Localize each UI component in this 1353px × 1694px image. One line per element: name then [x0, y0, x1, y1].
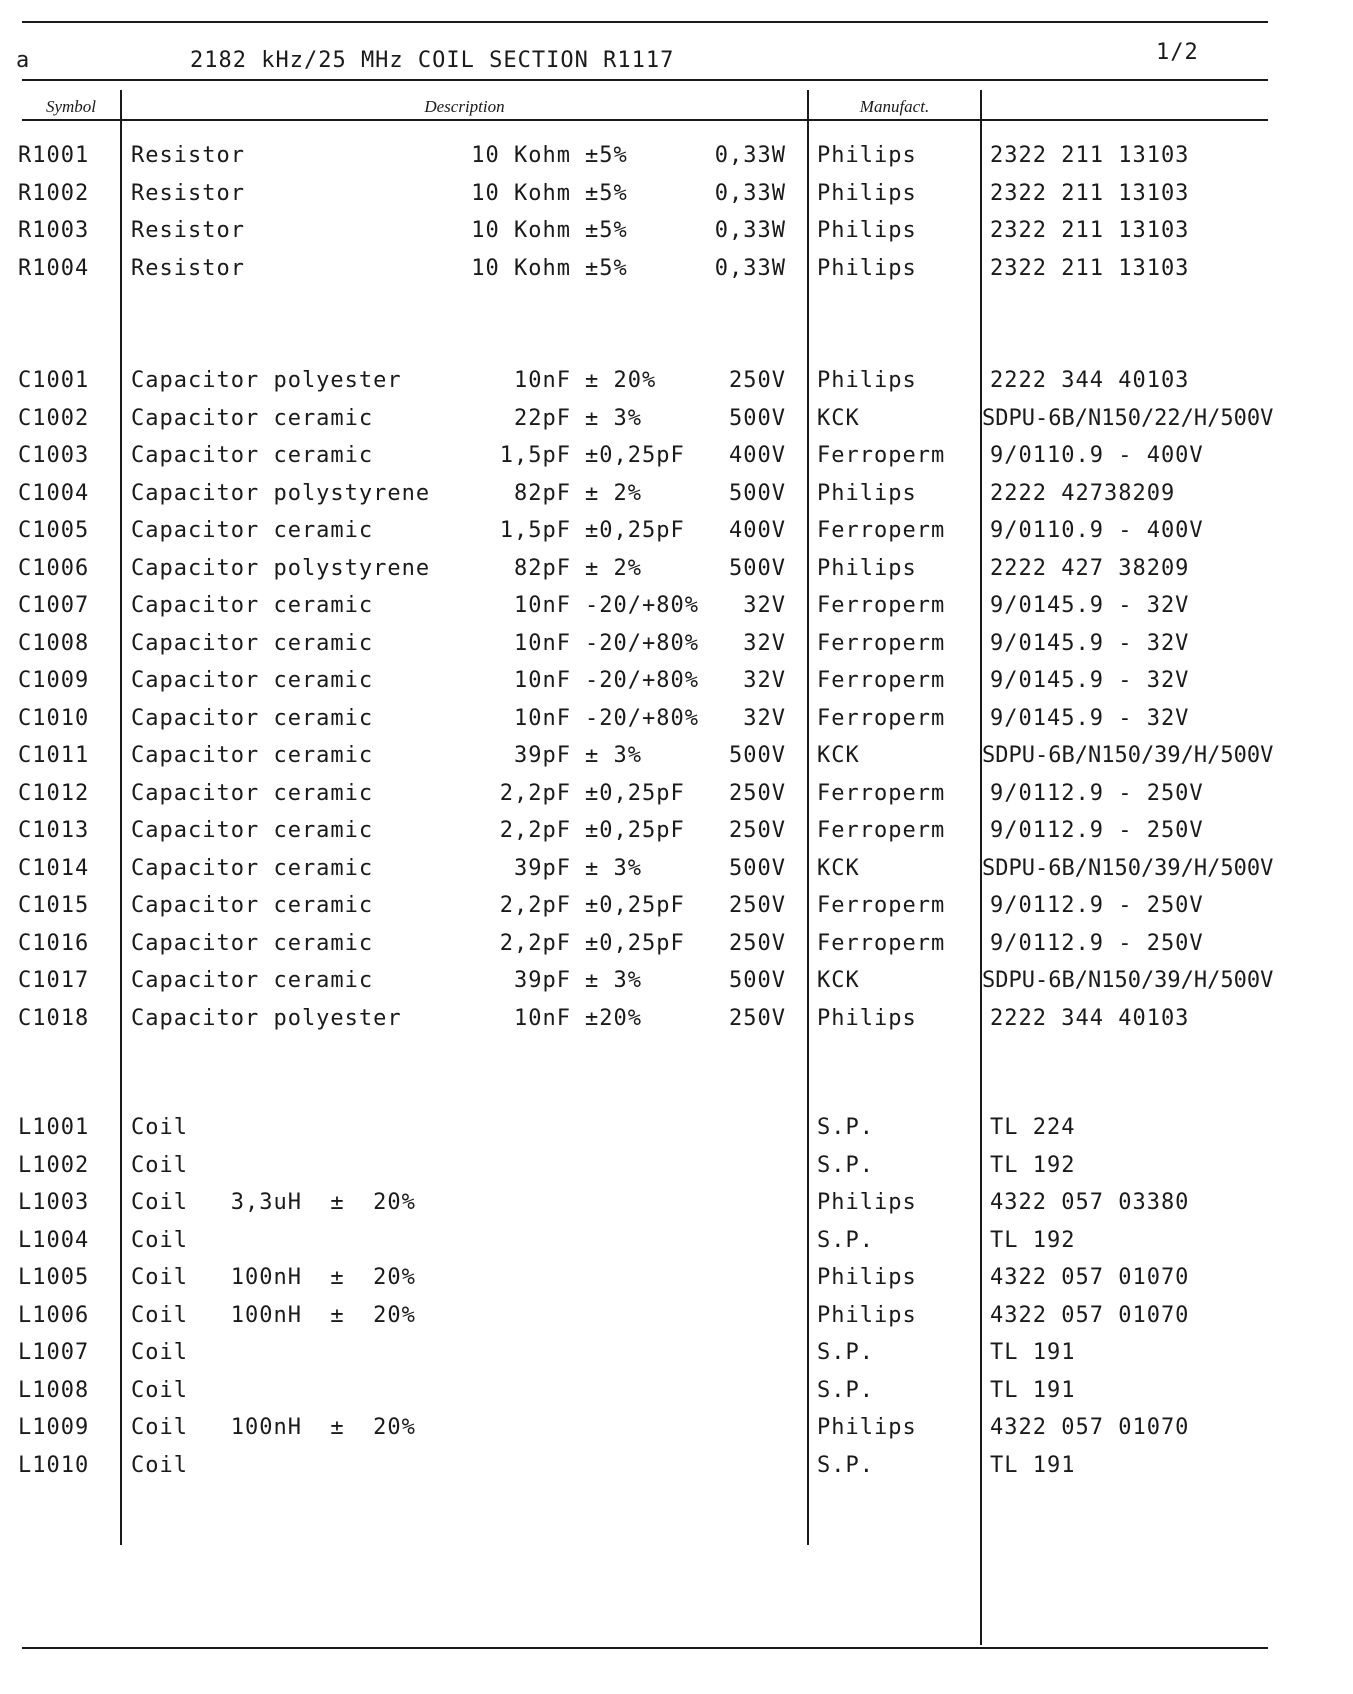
- part-rating: 500V: [729, 968, 786, 993]
- part-symbol: C1013: [18, 818, 90, 843]
- part-number: SDPU-6B/N150/39/H/500V: [982, 855, 1274, 881]
- part-number: TL 191: [990, 1340, 1076, 1365]
- part-manufacturer: Ferroperm: [817, 893, 946, 918]
- part-manufacturer: Philips: [817, 180, 917, 206]
- bottom-rule: [22, 1647, 1268, 1649]
- part-symbol: C1012: [18, 780, 90, 806]
- part-description: Coil: [131, 1377, 188, 1403]
- part-symbol: C1004: [18, 480, 90, 506]
- part-number: TL 192: [990, 1152, 1076, 1178]
- part-symbol: C1007: [18, 593, 90, 618]
- part-manufacturer: KCK: [817, 968, 860, 993]
- part-symbol: L1008: [18, 1377, 90, 1403]
- part-manufacturer: Philips: [817, 1005, 917, 1031]
- part-tolerance: ±0,25pF: [585, 518, 685, 543]
- part-value: 10nF: [514, 1005, 571, 1031]
- part-number: 4322 057 01070: [990, 1265, 1190, 1290]
- table-row: [0, 250, 1353, 290]
- part-symbol: C1009: [18, 668, 90, 693]
- table-row: [0, 1334, 1353, 1374]
- part-manufacturer: Philips: [817, 255, 917, 281]
- part-symbol: L1005: [18, 1265, 90, 1290]
- part-number: 9/0112.9 - 250V: [990, 780, 1204, 806]
- part-tolerance: ±0,25pF: [585, 818, 685, 843]
- part-description: Coil: [131, 1340, 188, 1365]
- column-header-description: Description: [424, 97, 505, 116]
- column-header-manufacturer: Manufact.: [859, 97, 930, 116]
- part-manufacturer: Ferroperm: [817, 780, 946, 806]
- part-number: 4322 057 01070: [990, 1415, 1190, 1440]
- table-row: [0, 1184, 1353, 1224]
- part-number: 9/0110.9 - 400V: [990, 443, 1204, 468]
- part-description: Resistor: [131, 255, 245, 281]
- part-value: 82pF: [514, 555, 571, 581]
- part-rating: 500V: [729, 480, 786, 506]
- header-bottom-rule: [22, 119, 1268, 121]
- part-description: Capacitor ceramic: [131, 668, 374, 693]
- part-number: TL 191: [990, 1452, 1076, 1478]
- part-description: Capacitor ceramic: [131, 443, 374, 468]
- part-rating: 250V: [729, 780, 786, 806]
- part-manufacturer: S.P.: [817, 1227, 874, 1253]
- part-rating: 400V: [729, 518, 786, 543]
- part-tolerance: ±5%: [585, 218, 628, 243]
- part-value: 10nF: [514, 668, 571, 693]
- part-number: 2322 211 13103: [990, 218, 1190, 243]
- part-description: Capacitor ceramic: [131, 743, 374, 768]
- table-row: [0, 175, 1353, 215]
- part-symbol: R1001: [18, 143, 90, 168]
- part-number: 2222 42738209: [990, 480, 1176, 506]
- part-rating: 0,33W: [714, 143, 786, 168]
- part-manufacturer: S.P.: [817, 1152, 874, 1178]
- part-tolerance: ± 20%: [585, 368, 657, 393]
- part-tolerance: ± 3%: [585, 743, 642, 768]
- table-row: [0, 587, 1353, 627]
- part-tolerance: ±5%: [585, 143, 628, 168]
- part-number: 9/0145.9 - 32V: [990, 705, 1190, 731]
- table-row: [0, 625, 1353, 665]
- part-manufacturer: KCK: [817, 743, 860, 768]
- part-number: SDPU-6B/N150/22/H/500V: [982, 405, 1274, 431]
- part-tolerance: ±20%: [585, 1005, 642, 1031]
- part-symbol: C1005: [18, 518, 90, 543]
- table-row: [0, 887, 1353, 927]
- corner-letter: a: [16, 48, 31, 73]
- part-number: 2222 344 40103: [990, 1005, 1190, 1031]
- table-row: [0, 1372, 1353, 1412]
- part-value: 10 Kohm: [471, 180, 571, 206]
- part-symbol: L1007: [18, 1340, 90, 1365]
- part-number: 2322 211 13103: [990, 143, 1190, 168]
- part-symbol: C1016: [18, 930, 90, 956]
- part-description: Coil: [131, 1152, 188, 1178]
- part-description: Coil 100nH ± 20%: [131, 1265, 416, 1290]
- table-row: [0, 1259, 1353, 1299]
- part-manufacturer: S.P.: [817, 1377, 874, 1403]
- part-number: 9/0112.9 - 250V: [990, 818, 1204, 843]
- part-symbol: R1004: [18, 255, 90, 281]
- part-symbol: C1015: [18, 893, 90, 918]
- table-row: [0, 1109, 1353, 1149]
- part-number: TL 224: [990, 1115, 1076, 1140]
- part-tolerance: ± 2%: [585, 480, 642, 506]
- part-description: Coil: [131, 1227, 188, 1253]
- part-description: Capacitor polyester: [131, 1005, 402, 1031]
- part-manufacturer: Philips: [817, 218, 917, 243]
- part-manufacturer: S.P.: [817, 1115, 874, 1140]
- part-manufacturer: KCK: [817, 405, 860, 431]
- header-top-rule: [22, 79, 1268, 81]
- part-value: 22pF: [514, 405, 571, 431]
- part-value: 10 Kohm: [471, 255, 571, 281]
- part-manufacturer: Philips: [817, 480, 917, 506]
- part-tolerance: ±0,25pF: [585, 930, 685, 956]
- part-manufacturer: Philips: [817, 1190, 917, 1215]
- part-symbol: C1014: [18, 855, 90, 881]
- part-description: Coil 3,3uH ± 20%: [131, 1190, 416, 1215]
- part-value: 1,5pF: [499, 518, 571, 543]
- part-symbol: C1011: [18, 743, 90, 768]
- part-tolerance: ± 3%: [585, 968, 642, 993]
- part-number: TL 192: [990, 1227, 1076, 1253]
- part-description: Resistor: [131, 218, 245, 243]
- part-description: Coil 100nH ± 20%: [131, 1302, 416, 1328]
- part-description: Capacitor ceramic: [131, 893, 374, 918]
- part-rating: 0,33W: [714, 255, 786, 281]
- part-symbol: L1004: [18, 1227, 90, 1253]
- part-number: 9/0145.9 - 32V: [990, 630, 1190, 656]
- top-rule: [22, 21, 1268, 23]
- part-value: 2,2pF: [499, 818, 571, 843]
- part-description: Resistor: [131, 143, 245, 168]
- part-manufacturer: Philips: [817, 143, 917, 168]
- part-symbol: C1008: [18, 630, 90, 656]
- part-tolerance: -20/+80%: [585, 705, 699, 731]
- part-rating: 250V: [729, 930, 786, 956]
- part-manufacturer: Ferroperm: [817, 668, 946, 693]
- table-row: [0, 362, 1353, 402]
- part-number: 4322 057 01070: [990, 1302, 1190, 1328]
- part-symbol: L1001: [18, 1115, 90, 1140]
- table-row: [0, 775, 1353, 815]
- table-row: [0, 850, 1353, 890]
- part-value: 39pF: [514, 968, 571, 993]
- part-rating: 500V: [729, 743, 786, 768]
- part-manufacturer: S.P.: [817, 1340, 874, 1365]
- part-rating: 250V: [729, 368, 786, 393]
- part-rating: 32V: [743, 705, 786, 731]
- table-row: [0, 475, 1353, 515]
- page-title: 2182 kHz/25 MHz COIL SECTION R1117: [190, 48, 675, 73]
- part-number: 9/0112.9 - 250V: [990, 893, 1204, 918]
- part-description: Capacitor ceramic: [131, 518, 374, 543]
- part-number: 2322 211 13103: [990, 180, 1190, 206]
- part-description: Capacitor ceramic: [131, 705, 374, 731]
- part-tolerance: ±0,25pF: [585, 780, 685, 806]
- part-number: 2222 427 38209: [990, 555, 1190, 581]
- part-number: 9/0145.9 - 32V: [990, 668, 1190, 693]
- part-tolerance: -20/+80%: [585, 593, 699, 618]
- part-value: 10nF: [514, 593, 571, 618]
- part-manufacturer: KCK: [817, 855, 860, 881]
- part-value: 10nF: [514, 630, 571, 656]
- part-tolerance: ± 2%: [585, 555, 642, 581]
- part-symbol: C1003: [18, 443, 90, 468]
- part-value: 2,2pF: [499, 893, 571, 918]
- part-symbol: L1006: [18, 1302, 90, 1328]
- table-row: [0, 812, 1353, 852]
- part-number: 9/0145.9 - 32V: [990, 593, 1190, 618]
- part-description: Capacitor ceramic: [131, 780, 374, 806]
- table-row: [0, 1000, 1353, 1040]
- part-manufacturer: Ferroperm: [817, 443, 946, 468]
- part-symbol: C1006: [18, 555, 90, 581]
- part-manufacturer: Ferroperm: [817, 518, 946, 543]
- table-row: [0, 1222, 1353, 1262]
- part-rating: 32V: [743, 593, 786, 618]
- part-symbol: L1010: [18, 1452, 90, 1478]
- table-row: [0, 662, 1353, 702]
- part-description: Coil: [131, 1452, 188, 1478]
- part-manufacturer: Ferroperm: [817, 705, 946, 731]
- part-number: 9/0110.9 - 400V: [990, 518, 1204, 543]
- part-tolerance: ± 3%: [585, 855, 642, 881]
- part-rating: 500V: [729, 555, 786, 581]
- part-symbol: C1018: [18, 1005, 90, 1031]
- part-value: 1,5pF: [499, 443, 571, 468]
- part-tolerance: -20/+80%: [585, 668, 699, 693]
- part-symbol: C1010: [18, 705, 90, 731]
- part-description: Capacitor ceramic: [131, 593, 374, 618]
- part-tolerance: ± 3%: [585, 405, 642, 431]
- part-rating: 0,33W: [714, 180, 786, 206]
- part-manufacturer: Philips: [817, 1302, 917, 1328]
- table-row: [0, 400, 1353, 440]
- part-description: Coil 100nH ± 20%: [131, 1415, 416, 1440]
- table-row: [0, 1297, 1353, 1337]
- table-row: [0, 212, 1353, 252]
- part-rating: 500V: [729, 405, 786, 431]
- part-rating: 250V: [729, 1005, 786, 1031]
- part-value: 10nF: [514, 705, 571, 731]
- part-description: Capacitor polystyrene: [131, 555, 431, 581]
- part-number: 4322 057 03380: [990, 1190, 1190, 1215]
- table-row: [0, 1147, 1353, 1187]
- part-manufacturer: Philips: [817, 368, 917, 393]
- part-description: Coil: [131, 1115, 188, 1140]
- part-description: Resistor: [131, 180, 245, 206]
- part-number: SDPU-6B/N150/39/H/500V: [982, 743, 1274, 768]
- part-description: Capacitor polyester: [131, 368, 402, 393]
- part-description: Capacitor ceramic: [131, 630, 374, 656]
- table-row: [0, 962, 1353, 1002]
- part-rating: 0,33W: [714, 218, 786, 243]
- table-row: [0, 137, 1353, 177]
- part-description: Capacitor ceramic: [131, 930, 374, 956]
- part-description: Capacitor ceramic: [131, 405, 374, 431]
- table-row: [0, 1447, 1353, 1487]
- table-row: [0, 512, 1353, 552]
- part-value: 39pF: [514, 743, 571, 768]
- part-symbol: L1003: [18, 1190, 90, 1215]
- part-manufacturer: Ferroperm: [817, 818, 946, 843]
- table-row: [0, 1409, 1353, 1449]
- part-value: 10 Kohm: [471, 218, 571, 243]
- part-manufacturer: Philips: [817, 555, 917, 581]
- page-number: 1/2: [1156, 40, 1199, 65]
- part-description: Capacitor polystyrene: [131, 480, 431, 506]
- table-row: [0, 700, 1353, 740]
- part-rating: 32V: [743, 668, 786, 693]
- part-description: Capacitor ceramic: [131, 855, 374, 881]
- part-symbol: R1002: [18, 180, 90, 206]
- part-symbol: C1001: [18, 368, 90, 393]
- part-manufacturer: Ferroperm: [817, 593, 946, 618]
- part-rating: 250V: [729, 893, 786, 918]
- part-value: 10 Kohm: [471, 143, 571, 168]
- part-tolerance: ±0,25pF: [585, 443, 685, 468]
- part-manufacturer: Philips: [817, 1265, 917, 1290]
- table-row: [0, 737, 1353, 777]
- part-manufacturer: S.P.: [817, 1452, 874, 1478]
- table-row: [0, 437, 1353, 477]
- part-rating: 250V: [729, 818, 786, 843]
- part-description: Capacitor ceramic: [131, 818, 374, 843]
- part-tolerance: ±0,25pF: [585, 893, 685, 918]
- part-symbol: C1002: [18, 405, 90, 431]
- table-row: [0, 550, 1353, 590]
- part-value: 2,2pF: [499, 780, 571, 806]
- part-manufacturer: Ferroperm: [817, 930, 946, 956]
- part-number: 2322 211 13103: [990, 255, 1190, 281]
- part-rating: 500V: [729, 855, 786, 881]
- part-tolerance: ±5%: [585, 180, 628, 206]
- part-value: 10nF: [514, 368, 571, 393]
- part-symbol: L1002: [18, 1152, 90, 1178]
- part-value: 2,2pF: [499, 930, 571, 956]
- part-manufacturer: Ferroperm: [817, 630, 946, 656]
- part-manufacturer: Philips: [817, 1415, 917, 1440]
- part-value: 39pF: [514, 855, 571, 881]
- part-value: 82pF: [514, 480, 571, 506]
- part-rating: 32V: [743, 630, 786, 656]
- column-header-symbol: Symbol: [45, 97, 97, 116]
- part-tolerance: -20/+80%: [585, 630, 699, 656]
- part-symbol: C1017: [18, 968, 90, 993]
- table-row: [0, 925, 1353, 965]
- part-number: TL 191: [990, 1377, 1076, 1403]
- part-tolerance: ±5%: [585, 255, 628, 281]
- part-number: 2222 344 40103: [990, 368, 1190, 393]
- part-symbol: R1003: [18, 218, 90, 243]
- part-rating: 400V: [729, 443, 786, 468]
- part-description: Capacitor ceramic: [131, 968, 374, 993]
- part-number: SDPU-6B/N150/39/H/500V: [982, 968, 1274, 993]
- part-number: 9/0112.9 - 250V: [990, 930, 1204, 956]
- part-symbol: L1009: [18, 1415, 90, 1440]
